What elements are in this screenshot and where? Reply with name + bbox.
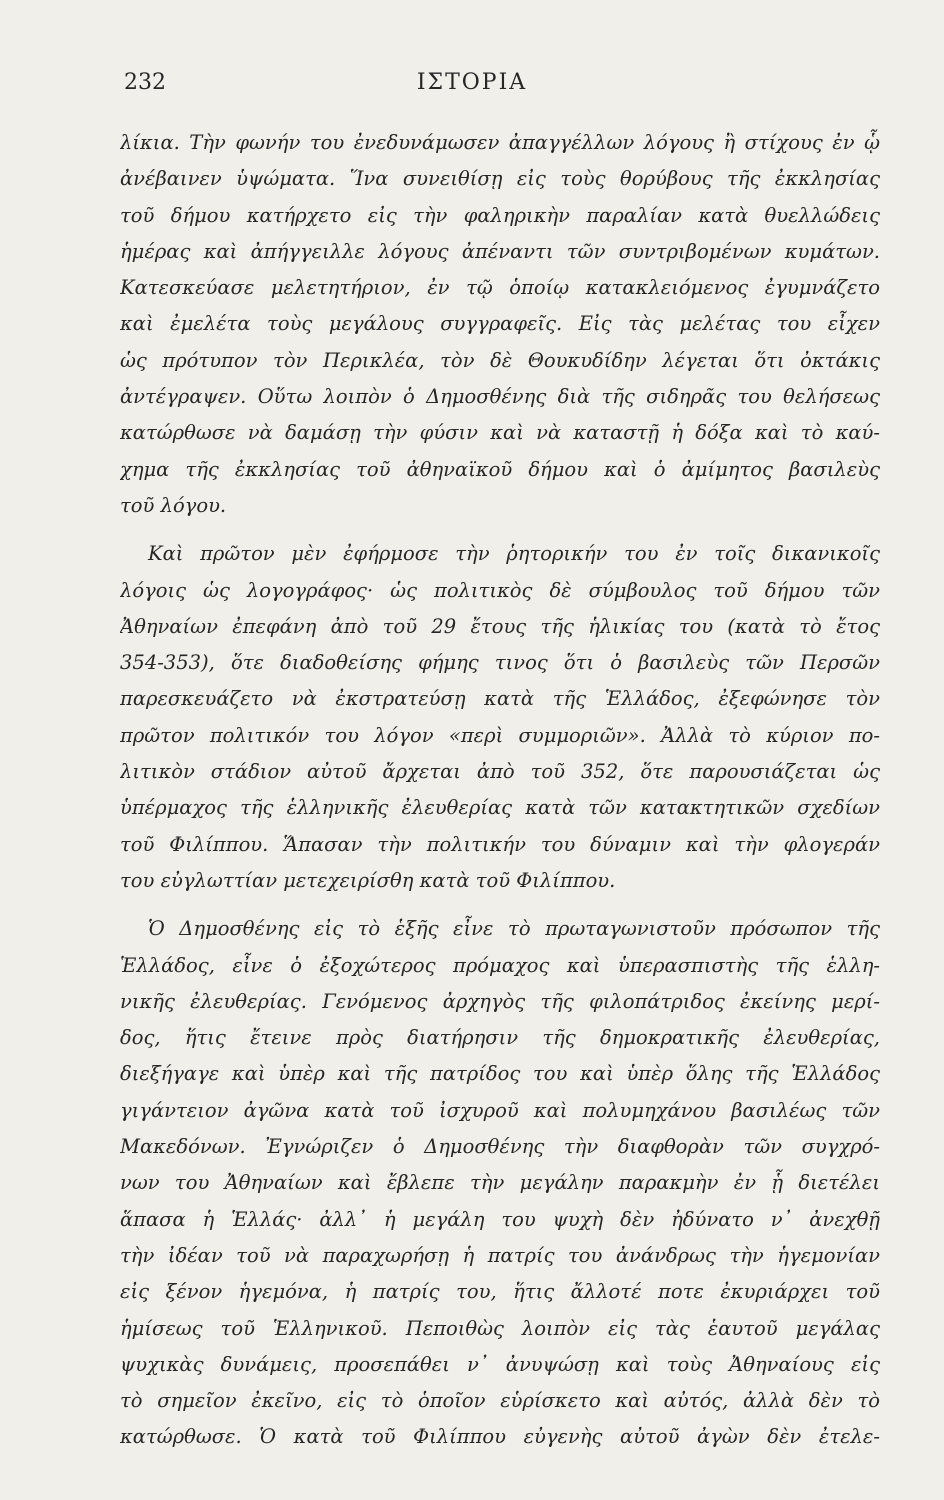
page-header	[0, 70, 944, 102]
text-line: εἰς ξένον ἡγεμόνα, ἡ πατρίς του, ἥτις ἄλλοτέ ποτε ἐκυριάρχει τοῦ	[120, 1280, 880, 1304]
text-line: του εὐγλωττίαν μετεχειρίσθη κατὰ τοῦ Φιλίππου.	[120, 868, 616, 892]
text-line: παρεσκευάζετο νὰ ἐκστρατεύσῃ κατὰ τῆς Ἑλλάδος, ἐξεφώνησε τὸν	[120, 687, 880, 711]
text-line: τοῦ λόγου.	[120, 493, 227, 517]
text-line: ὑπέρμαχος τῆς ἑλληνικῆς ἐλευθερίας κατὰ τῶν κατακτητικῶν σχεδίων	[120, 796, 880, 820]
text-line: Ὁ Δημοσθένης εἰς τὸ ἑξῆς εἶνε τὸ πρωταγωνιστοῦν πρόσωπον τῆς	[148, 917, 880, 941]
text-line: ἀνέβαινεν ὑψώματα. Ἵνα συνειθίσῃ εἰς τοὺς θορύβους τῆς ἐκκλησίας	[120, 167, 880, 191]
text-line: λόγοις ὡς λογογράφος· ὡς πολιτικὸς δὲ σύμβουλος τοῦ δήμου τῶν	[120, 578, 880, 602]
text-line: κατώρθωσε. Ὁ κατὰ τοῦ Φιλίππου εὐγενὴς αὐτοῦ ἀγὼν δὲν ἐτελε-	[120, 1425, 880, 1449]
text-line: τὸ σημεῖον ἐκεῖνο, εἰς τὸ ὁποῖον εὑρίσκετο καὶ αὐτός, ἀλλὰ δὲν τὸ	[120, 1389, 880, 1413]
paragraph-1	[120, 125, 880, 524]
text-line: ψυχικὰς δυνάμεις, προσεπάθει ν᾽ ἀνυψώσῃ καὶ τοὺς Ἀθηναίους εἰς	[120, 1352, 880, 1376]
text-line: δος, ἥτις ἔτεινε πρὸς διατήρησιν τῆς δημοκρατικῆς ἐλευθερίας,	[120, 1026, 880, 1050]
page-number: 232	[124, 70, 166, 95]
text-line: καὶ ἐμελέτα τοὺς μεγάλους συγγραφεῖς. Εἰς τὰς μελέτας του εἶχεν	[120, 312, 880, 336]
text-line: Ἑλλάδος, εἶνε ὁ ἐξοχώτερος πρόμαχος καὶ ὑπερασπιστὴς τῆς ἑλλη-	[120, 953, 880, 977]
paragraph-3	[120, 911, 880, 1455]
body-text	[120, 125, 880, 1456]
text-line: πρῶτον πολιτικόν του λόγον «περὶ συμμοριῶν». Ἀλλὰ τὸ κύριον πο-	[120, 723, 880, 747]
running-title: ΙΣΤΟΡΙΑ	[416, 70, 528, 95]
text-line: ἀντέγραψεν. Οὕτω λοιπὸν ὁ Δημοσθένης διὰ τῆς σιδηρᾶς του θελήσεως	[120, 385, 880, 409]
paragraph-gap	[120, 524, 880, 536]
text-line: Καὶ πρῶτον μὲν ἐφήρμοσε τὴν ῥητορικήν του ἐν τοῖς δικανικοῖς	[148, 542, 880, 566]
text-line: ἡμέρας καὶ ἀπήγγειλλε λόγους ἀπέναντι τῶν συντριβομένων κυμάτων.	[120, 239, 880, 263]
paragraph-2	[120, 536, 880, 899]
text-line: νων του Ἀθηναίων καὶ ἔβλεπε τὴν μεγάλην παρακμὴν ἐν ᾗ διετέλει	[120, 1171, 880, 1195]
paragraph-gap	[120, 899, 880, 911]
text-line: ἅπασα ἡ Ἑλλάς· ἀλλ᾽ ἡ μεγάλη του ψυχὴ δὲν ἠδύνατο ν᾽ ἀνεχθῇ	[120, 1207, 880, 1231]
text-line: χημα τῆς ἐκκλησίας τοῦ ἀθηναϊκοῦ δήμου καὶ ὁ ἀμίμητος βασιλεὺς	[120, 457, 880, 481]
text-line: λίκια. Τὴν φωνήν του ἐνεδυνάμωσεν ἀπαγγέλλων λόγους ἢ στίχους ἐν ᾧ	[120, 131, 880, 154]
text-line: Μακεδόνων. Ἐγνώριζεν ὁ Δημοσθένης τὴν διαφθορὰν τῶν συγχρό-	[120, 1135, 880, 1159]
text-line: τοῦ δήμου κατήρχετο εἰς τὴν φαληρικὴν παραλίαν κατὰ θυελλώδεις	[120, 203, 880, 227]
text-line: λιτικὸν στάδιον αὐτοῦ ἄρχεται ἀπὸ τοῦ 352, ὅτε παρουσιάζεται ὡς	[120, 760, 880, 784]
text-line: ἡμίσεως τοῦ Ἑλληνικοῦ. Πεποιθὼς λοιπὸν εἰς τὰς ἑαυτοῦ μεγάλας	[120, 1316, 880, 1340]
text-line: τὴν ἰδέαν τοῦ νὰ παραχωρήσῃ ἡ πατρίς του ἀνάνδρως τὴν ἡγεμονίαν	[120, 1243, 880, 1267]
text-line: τοῦ Φιλίππου. Ἅπασαν τὴν πολιτικήν του δύναμιν καὶ τὴν φλογεράν	[120, 832, 880, 856]
text-line: 354-353), ὅτε διαδοθείσης φήμης τινος ὅτι ὁ βασιλεὺς τῶν Περσῶν	[120, 651, 880, 675]
text-line: ὡς πρότυπον τὸν Περικλέα, τὸν δὲ Θουκυδίδην λέγεται ὅτι ὀκτάκις	[120, 348, 880, 372]
text-line: γιγάντειον ἀγῶνα κατὰ τοῦ ἰσχυροῦ καὶ πολυμηχάνου βασιλέως τῶν	[120, 1098, 880, 1122]
text-line: κατώρθωσε νὰ δαμάσῃ τὴν φύσιν καὶ νὰ καταστῇ ἡ δόξα καὶ τὸ καύ-	[120, 421, 880, 445]
text-line: διεξήγαγε καὶ ὑπὲρ καὶ τῆς πατρίδος του καὶ ὑπὲρ ὅλης τῆς Ἑλλάδος	[120, 1062, 880, 1086]
text-line: Ἀθηναίων ἐπεφάνη ἀπὸ τοῦ 29 ἔτους τῆς ἡλικίας του (κατὰ τὸ ἔτος	[120, 614, 880, 638]
text-line: Κατεσκεύασε μελετητήριον, ἐν τῷ ὁποίῳ κατακλειόμενος ἐγυμνάζετο	[120, 276, 880, 300]
text-line: νικῆς ἐλευθερίας. Γενόμενος ἀρχηγὸς τῆς φιλοπάτριδος ἐκείνης μερί-	[120, 989, 880, 1013]
